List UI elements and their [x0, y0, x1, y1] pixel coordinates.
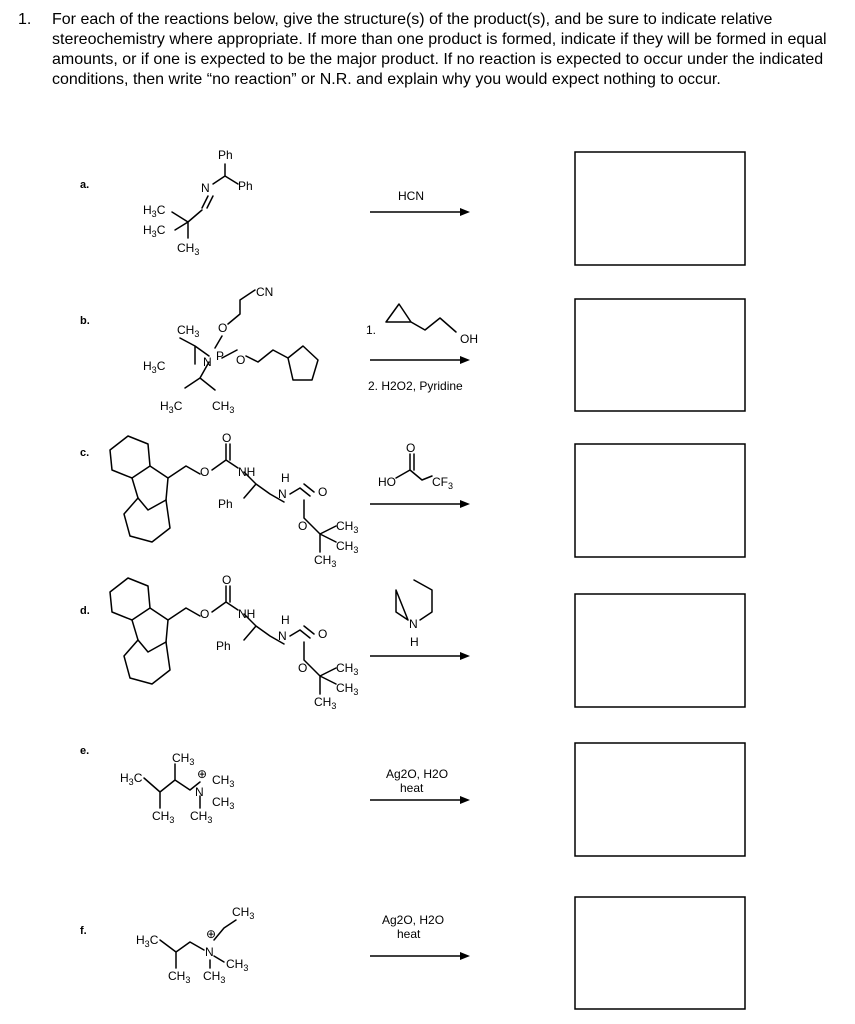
reagent-f-line1: Ag2O, H2O	[382, 913, 445, 927]
arrow-head	[460, 208, 470, 216]
atom-o: O	[318, 485, 328, 499]
arrow-head	[460, 952, 470, 960]
reagent-a: HCN	[398, 189, 424, 203]
atom-methyl: $CH_3$	[152, 809, 175, 825]
atom-o: O	[298, 519, 308, 533]
reaction-d	[80, 573, 745, 711]
atom-methyl: $CH_3$	[336, 539, 359, 555]
reaction-label-c: c.	[80, 447, 90, 459]
question-number: 1.	[18, 11, 32, 28]
arrow-head	[460, 652, 470, 660]
reaction-f	[80, 897, 745, 1009]
atom-n: N	[278, 629, 287, 643]
atom-methyl: $CH_3$	[336, 519, 359, 535]
arrow-head	[460, 796, 470, 804]
atom-methyl: $CH_3$	[190, 809, 213, 825]
atom-o: O	[406, 441, 416, 455]
answer-box-b[interactable]	[575, 299, 745, 411]
atom-methyl: $H_3C$	[143, 359, 166, 375]
atom-nh: NH	[238, 607, 256, 621]
reaction-a	[80, 148, 745, 265]
atom-methyl: $CH_3$	[336, 661, 359, 677]
atom-methyl: $CH_3$	[177, 241, 200, 257]
atom-h: H	[281, 471, 290, 485]
atom-n: N	[409, 617, 418, 631]
atom-methyl: $CH_3$	[314, 553, 337, 569]
answer-box-a[interactable]	[575, 152, 745, 265]
reaction-c	[80, 431, 745, 569]
atom-o: O	[318, 627, 328, 641]
charge-plus: ⊕	[206, 927, 217, 941]
atom-cn: CN	[256, 285, 274, 299]
reagent-f-line2: heat	[397, 927, 421, 941]
atom-methyl: $CH_3$	[168, 969, 191, 985]
atom-o: O	[298, 661, 308, 675]
atom-methyl: $CH_3$	[177, 323, 200, 339]
atom-o: O	[200, 465, 210, 479]
reagent-b	[366, 304, 478, 393]
atom-p: P	[216, 349, 225, 363]
atom-methyl: $H_3C$	[143, 203, 166, 219]
reactant-f	[136, 905, 254, 985]
question-text: For each of the reactions below, give the structure(s) of the product(s), and be sure to indicate relative stereochemistry where appropriate. If more than one product is formed, indicate if they will be formed in equal amounts, or if one is expected to be the major product. If no reaction is expected to occur under the indicated conditions, then write “no reaction” or N.R. and explain why you would expect nothing to occur.	[52, 11, 827, 88]
reactant-b	[143, 285, 318, 415]
charge-plus: ⊕	[197, 767, 208, 781]
atom-nh: NH	[238, 465, 256, 479]
atom-h: H	[410, 635, 419, 649]
answer-box-f[interactable]	[575, 897, 745, 1009]
atom-n: N	[278, 487, 287, 501]
reactant-c	[110, 431, 358, 569]
reagent-e-line1: Ag2O, H2O	[386, 767, 449, 781]
reaction-label-e: e.	[80, 745, 90, 757]
atom-methyl: $CH_3$	[226, 957, 249, 973]
reagent-b-oh: OH	[460, 332, 478, 346]
atom-n: N	[201, 181, 210, 195]
answer-box-d[interactable]	[575, 594, 745, 707]
atom-methyl: $H_3C$	[160, 399, 183, 415]
atom-h: H	[281, 613, 290, 627]
reaction-b	[80, 285, 745, 415]
arrow-head	[460, 356, 470, 364]
atom-methyl: $H_3C$	[143, 223, 166, 239]
atom-methyl: $H_3C$	[120, 771, 143, 787]
atom-n: N	[205, 945, 214, 959]
reactant-e	[120, 751, 234, 825]
atom-n: N	[195, 785, 204, 799]
atom-methyl: $CH_3$	[203, 969, 226, 985]
reaction-e	[80, 743, 745, 856]
atom-o: O	[222, 573, 232, 587]
reagent-d-piperidine	[396, 580, 432, 649]
atom-methyl: $CH_3$	[336, 681, 359, 697]
atom-o: O	[218, 321, 228, 335]
reactant-a	[143, 148, 253, 257]
atom-methyl: $CH_3$	[232, 905, 255, 921]
reaction-label-b: b.	[80, 315, 90, 327]
atom-o: O	[236, 353, 246, 367]
reaction-label-d: d.	[80, 605, 90, 617]
atom-methyl: $CH_3$	[212, 795, 235, 811]
atom-ph: Ph	[218, 148, 233, 162]
atom-o: O	[200, 607, 210, 621]
reaction-label-f: f.	[80, 925, 87, 937]
answer-box-c[interactable]	[575, 444, 745, 557]
reagent-e-line2: heat	[400, 781, 424, 795]
atom-methyl: $H_3C$	[136, 933, 159, 949]
reagent-b-step2: 2. H2O2, Pyridine	[368, 379, 463, 393]
reactant-d	[110, 573, 358, 711]
reaction-label-a: a.	[80, 179, 90, 191]
atom-methyl: $CH_3$	[212, 773, 235, 789]
atom-o: O	[222, 431, 232, 445]
atom-methyl: $CH_3$	[172, 751, 195, 767]
atom-methyl: $CH_3$	[212, 399, 235, 415]
reagent-b-step1: 1.	[366, 323, 377, 337]
arrow-head	[460, 500, 470, 508]
answer-box-e[interactable]	[575, 743, 745, 856]
atom-cf3: $CF_3$	[432, 475, 454, 491]
reagent-c	[378, 441, 453, 491]
atom-methyl: $CH_3$	[314, 695, 337, 711]
atom-ho: HO	[378, 475, 396, 489]
atom-ph: Ph	[238, 179, 253, 193]
atom-n: N	[203, 355, 212, 369]
atom-ph: Ph	[218, 497, 233, 511]
atom-ph: Ph	[216, 639, 231, 653]
